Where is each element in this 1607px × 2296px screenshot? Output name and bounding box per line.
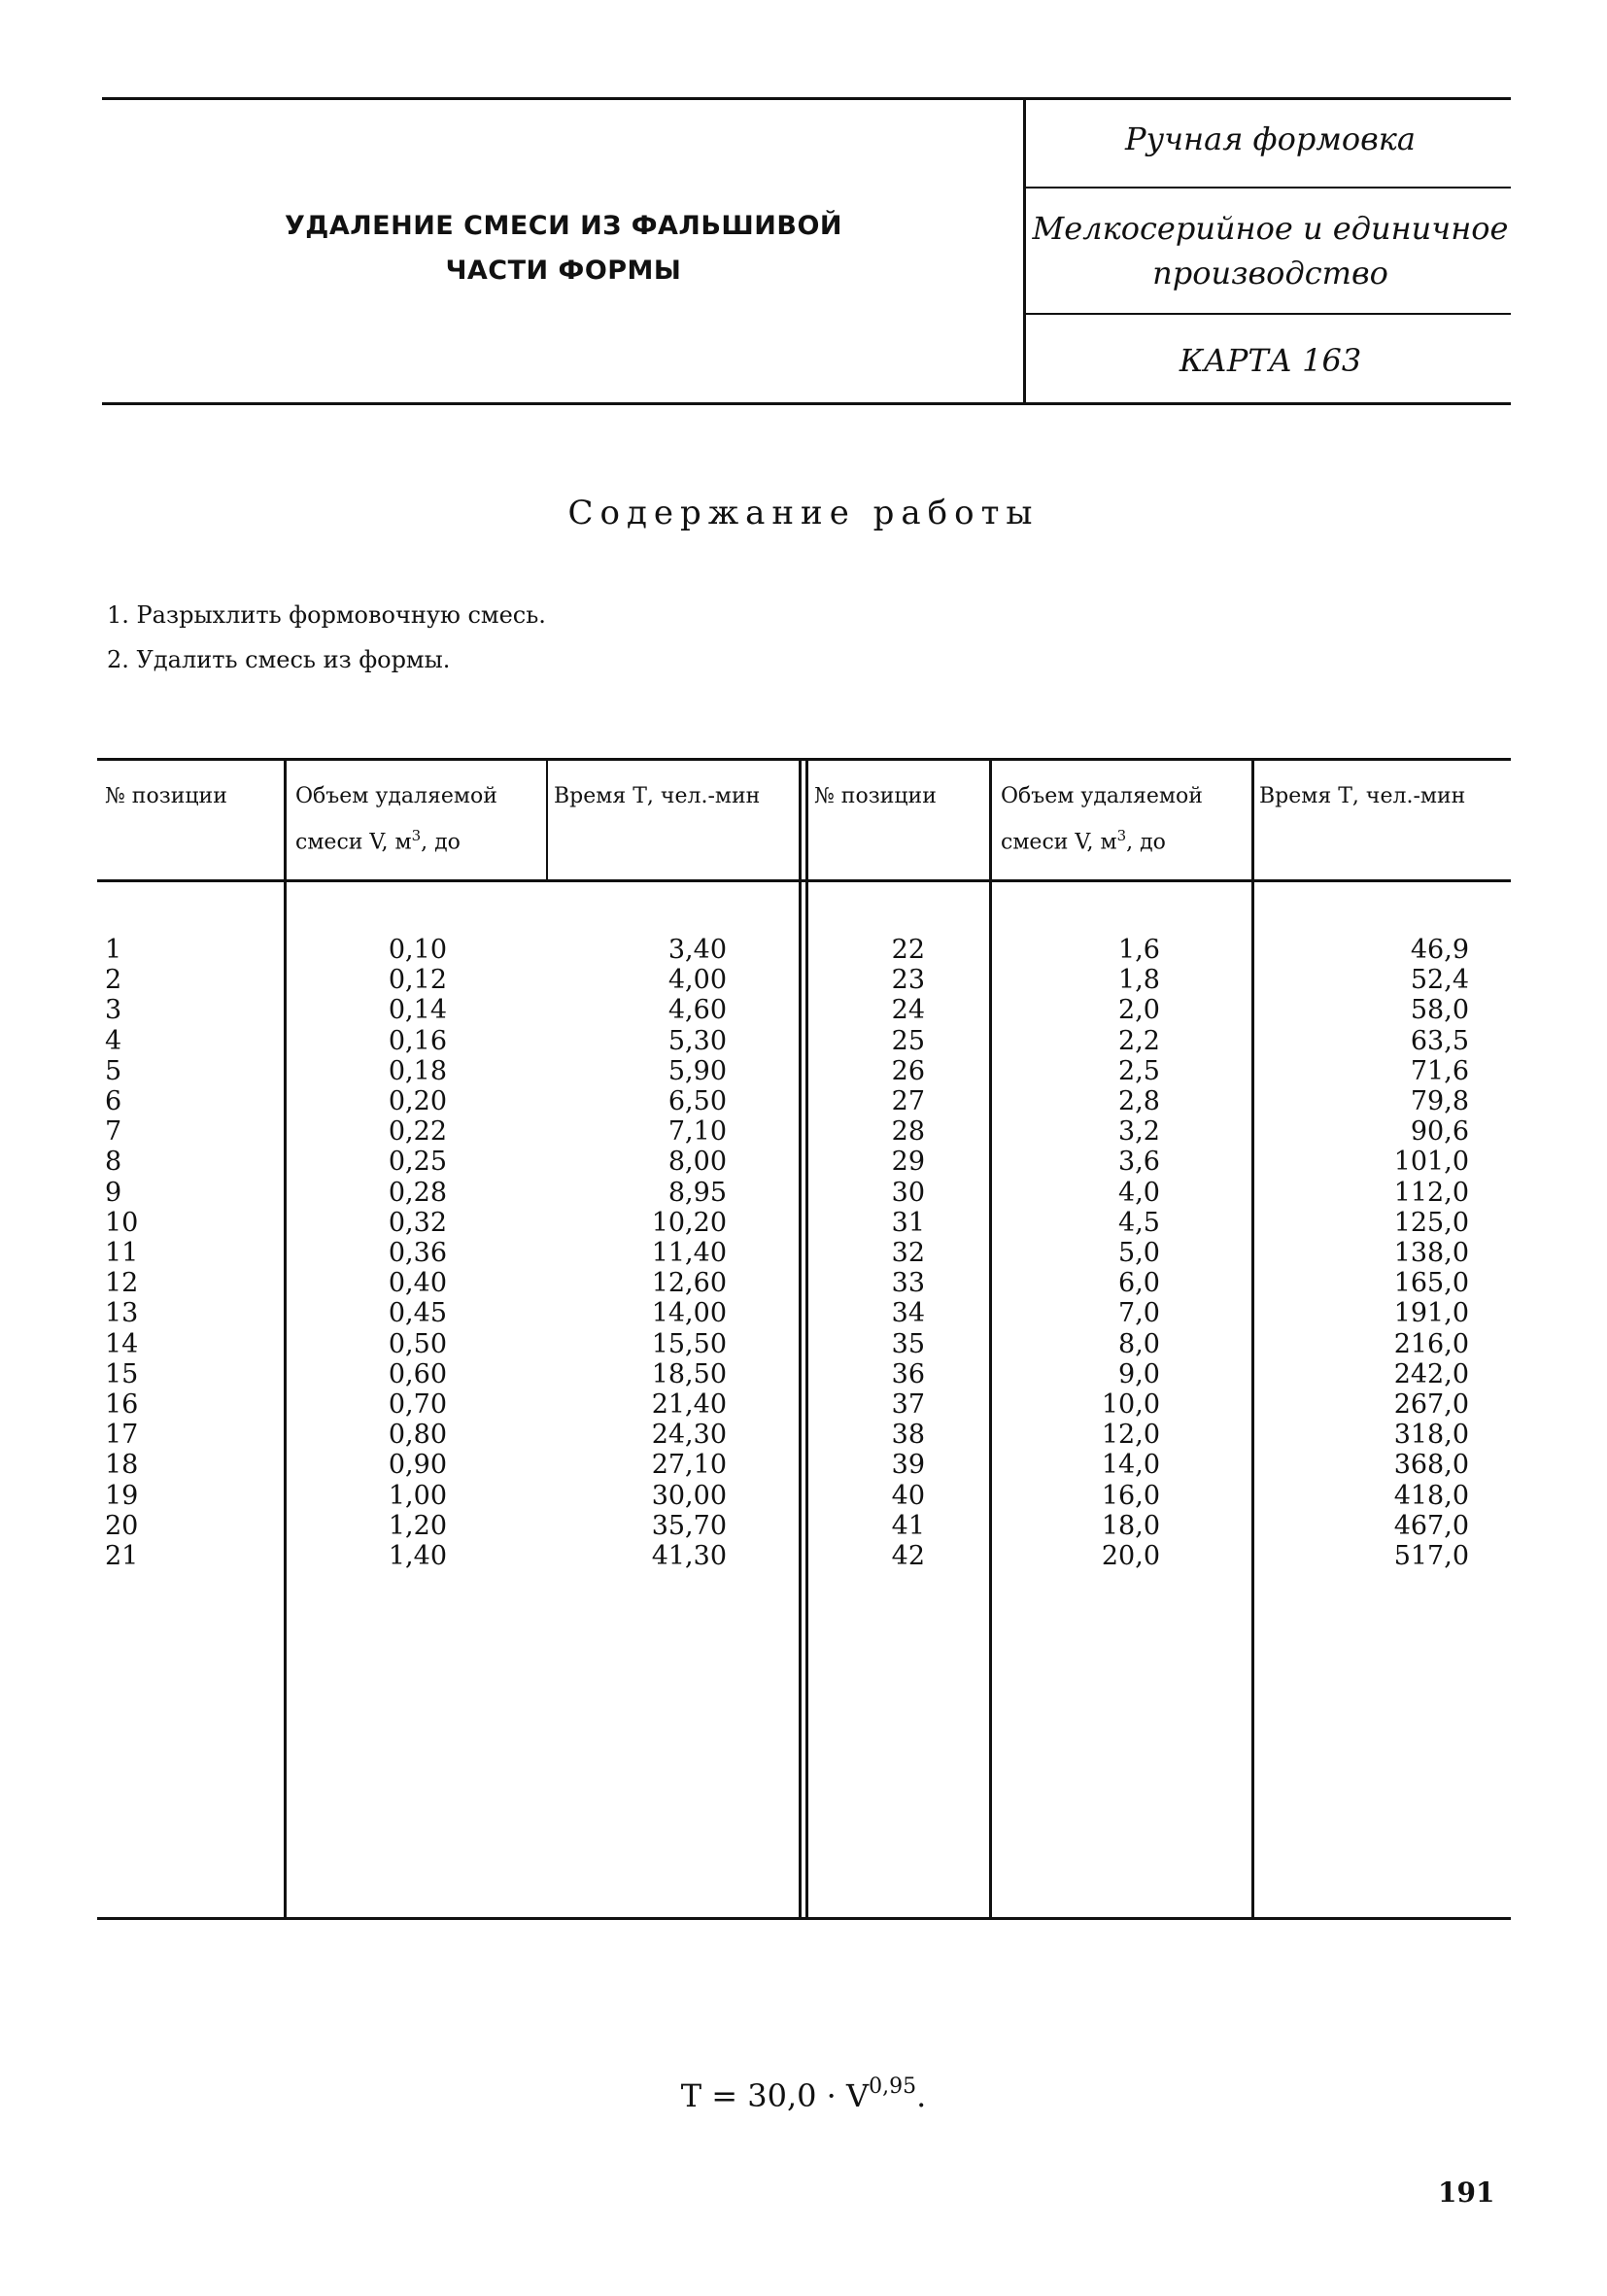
cell-position: 26 — [891, 1055, 925, 1086]
cell-time: 8,95 — [667, 1177, 727, 1208]
cell-position: 27 — [891, 1086, 925, 1116]
cell-volume: 2,2 — [1118, 1025, 1160, 1056]
cell-time: 11,40 — [651, 1238, 727, 1268]
table-column-rule — [1251, 758, 1254, 1920]
cell-volume: 0,22 — [388, 1116, 447, 1148]
cell-volume: 0,60 — [388, 1358, 447, 1389]
cell-position: 28 — [891, 1116, 925, 1148]
cell-time: 6,50 — [667, 1086, 727, 1116]
header-volume — [295, 777, 497, 862]
header-cell-rule — [1025, 313, 1511, 315]
cell-volume: 0,25 — [388, 1147, 447, 1178]
cell-volume: 0,10 — [388, 935, 447, 965]
formula-exponent: 0,95 — [869, 2074, 917, 2099]
cell-position: 21 — [105, 1541, 139, 1571]
header-position: № позиции — [814, 784, 937, 808]
cell-position: 22 — [891, 935, 925, 965]
cell-time: 30,00 — [651, 1480, 727, 1511]
cell-time: 467,0 — [1393, 1510, 1469, 1541]
cell-volume: 9,0 — [1118, 1358, 1160, 1389]
cell-position: 8 — [105, 1147, 122, 1178]
cell-time: 418,0 — [1393, 1480, 1469, 1511]
work-step: 2. Удалить смесь из формы. — [107, 646, 451, 673]
cell-time: 21,40 — [651, 1389, 727, 1420]
cell-volume: 4,0 — [1118, 1177, 1160, 1208]
header-time: Время Т, чел.-мин — [1259, 784, 1466, 808]
cell-position: 42 — [891, 1541, 925, 1571]
cell-time: 35,70 — [651, 1510, 727, 1541]
cell-time: 368,0 — [1393, 1450, 1469, 1481]
cell-time: 27,10 — [651, 1450, 727, 1481]
cell-volume: 4,5 — [1118, 1207, 1160, 1238]
cell-time: 5,90 — [667, 1055, 727, 1086]
header-bottom-rule — [102, 402, 1511, 405]
cell-position: 3 — [105, 995, 122, 1026]
cell-position: 5 — [105, 1055, 122, 1086]
cell-position: 40 — [891, 1480, 925, 1511]
cell-volume: 0,36 — [388, 1238, 447, 1268]
cell-position: 19 — [105, 1480, 139, 1511]
cell-position: 35 — [891, 1328, 925, 1359]
table-header-rule — [97, 879, 1511, 882]
cell-position: 13 — [105, 1298, 139, 1329]
cell-position: 2 — [105, 965, 122, 996]
cell-volume: 16,0 — [1101, 1480, 1160, 1511]
cell-position: 29 — [891, 1147, 925, 1178]
cell-volume: 12,0 — [1101, 1420, 1160, 1451]
cell-time: 3,40 — [667, 935, 727, 965]
cell-position: 24 — [891, 995, 925, 1026]
cell-time: 517,0 — [1393, 1541, 1469, 1571]
cell-volume: 0,50 — [388, 1328, 447, 1359]
production-type-line: Мелкосерийное и единичное — [1032, 210, 1509, 247]
cell-volume: 10,0 — [1101, 1389, 1160, 1420]
cell-time: 63,5 — [1410, 1025, 1469, 1056]
cell-position: 1 — [105, 935, 122, 965]
cell-volume: 18,0 — [1101, 1510, 1160, 1541]
cell-position: 9 — [105, 1177, 122, 1208]
cell-volume: 1,00 — [388, 1480, 447, 1511]
cell-volume: 0,20 — [388, 1086, 447, 1116]
cell-volume: 0,70 — [388, 1389, 447, 1420]
cell-volume: 20,0 — [1101, 1541, 1160, 1571]
cell-position: 25 — [891, 1025, 925, 1056]
cell-position: 36 — [891, 1358, 925, 1389]
cell-volume: 0,18 — [388, 1055, 447, 1086]
cell-position: 4 — [105, 1025, 122, 1056]
cell-position: 20 — [105, 1510, 139, 1541]
cell-volume: 2,8 — [1118, 1086, 1160, 1116]
cell-position: 16 — [105, 1389, 139, 1420]
cell-volume: 1,40 — [388, 1541, 447, 1571]
cell-position: 41 — [891, 1510, 925, 1541]
cell-position: 34 — [891, 1298, 925, 1329]
table-column-rule — [546, 758, 548, 882]
header-cell-rule — [1025, 187, 1511, 188]
cell-position: 30 — [891, 1177, 925, 1208]
card-header — [102, 97, 1511, 408]
cell-position: 31 — [891, 1207, 925, 1238]
table-bottom-rule — [97, 1917, 1511, 1920]
formula — [0, 2074, 1607, 2114]
header-volume-line: смеси V, $м^3$, до — [1001, 827, 1166, 855]
cell-volume: 0,45 — [388, 1298, 447, 1329]
production-type-line: производство — [1152, 255, 1388, 291]
cell-position: 38 — [891, 1420, 925, 1451]
cell-time: 58,0 — [1410, 995, 1469, 1026]
page-number: 191 — [1438, 2176, 1495, 2209]
cell-volume: 5,0 — [1118, 1238, 1160, 1268]
cell-position: 7 — [105, 1116, 122, 1148]
cell-time: 112,0 — [1393, 1177, 1469, 1208]
cell-volume: 0,28 — [388, 1177, 447, 1208]
header-volume-line: Объем удаляемой — [295, 784, 497, 808]
cell-time: 125,0 — [1393, 1207, 1469, 1238]
category-label: Ручная формовка — [1125, 120, 1416, 157]
cell-volume: 0,12 — [388, 965, 447, 996]
cell-position: 32 — [891, 1238, 925, 1268]
header-time: Время Т, чел.-мин — [554, 784, 761, 808]
cell-position: 11 — [105, 1238, 139, 1268]
cell-position: 23 — [891, 965, 925, 996]
cell-volume: 0,90 — [388, 1450, 447, 1481]
cell-volume: 6,0 — [1118, 1268, 1160, 1299]
header-position: № позиции — [105, 784, 227, 808]
section-title: Содержание работы — [567, 494, 1040, 532]
cell-volume: 1,6 — [1118, 935, 1160, 965]
cell-volume: 14,0 — [1101, 1450, 1160, 1481]
cell-volume: 0,16 — [388, 1025, 447, 1056]
cell-volume: 2,0 — [1118, 995, 1160, 1026]
cell-time: 191,0 — [1393, 1298, 1469, 1329]
cell-time: 79,8 — [1410, 1086, 1469, 1116]
cell-position: 6 — [105, 1086, 122, 1116]
cell-time: 10,20 — [651, 1207, 727, 1238]
formula-tail: . — [916, 2077, 927, 2114]
header-volume — [1001, 777, 1203, 862]
cell-time: 165,0 — [1393, 1268, 1469, 1299]
cell-volume: 3,2 — [1118, 1116, 1160, 1148]
cell-volume: 0,32 — [388, 1207, 447, 1238]
cell-volume: 7,0 — [1118, 1298, 1160, 1329]
cell-time: 18,50 — [651, 1358, 727, 1389]
cell-volume: 1,20 — [388, 1510, 447, 1541]
card-title-line: УДАЛЕНИЕ СМЕСИ ИЗ ФАЛЬШИВОЙ — [284, 211, 843, 241]
cell-time: 216,0 — [1393, 1328, 1469, 1359]
cell-time: 41,30 — [651, 1541, 727, 1571]
cell-time: 12,60 — [651, 1268, 727, 1299]
cell-time: 8,00 — [667, 1147, 727, 1178]
cell-time: 5,30 — [667, 1025, 727, 1056]
cell-time: 101,0 — [1393, 1147, 1469, 1178]
cell-position: 12 — [105, 1268, 139, 1299]
cell-volume: 2,5 — [1118, 1055, 1160, 1086]
norm-table — [97, 758, 1511, 1924]
cell-position: 17 — [105, 1420, 139, 1451]
cell-time: 7,10 — [667, 1116, 727, 1148]
cell-position: 33 — [891, 1268, 925, 1299]
card-title — [102, 204, 1025, 293]
cell-time: 15,50 — [651, 1328, 727, 1359]
header-top-rule — [102, 97, 1511, 100]
production-type — [1030, 206, 1511, 295]
cell-time: 71,6 — [1410, 1055, 1469, 1086]
cell-time: 90,6 — [1410, 1116, 1469, 1148]
cell-volume: 1,8 — [1118, 965, 1160, 996]
cell-time: 4,00 — [667, 965, 727, 996]
card-number: КАРТА 163 — [1179, 342, 1362, 379]
header-volume-line: смеси V, $м^3$, до — [295, 827, 461, 855]
cell-position: 14 — [105, 1328, 139, 1359]
cell-time: 52,4 — [1410, 965, 1469, 996]
cell-volume: 8,0 — [1118, 1328, 1160, 1359]
cell-volume: 0,14 — [388, 995, 447, 1026]
header-volume-line: Объем удаляемой — [1001, 784, 1203, 808]
cell-time: 318,0 — [1393, 1420, 1469, 1451]
cell-time: 4,60 — [667, 995, 727, 1026]
cell-time: 138,0 — [1393, 1238, 1469, 1268]
cell-time: 24,30 — [651, 1420, 727, 1451]
cell-position: 10 — [105, 1207, 139, 1238]
cell-volume: 3,6 — [1118, 1147, 1160, 1178]
cell-position: 37 — [891, 1389, 925, 1420]
cell-time: 267,0 — [1393, 1389, 1469, 1420]
cell-time: 242,0 — [1393, 1358, 1469, 1389]
table-top-rule — [97, 758, 1511, 761]
work-step: 1. Разрыхлить формовочную смесь. — [107, 601, 546, 629]
formula-base: T = 30,0 · V — [680, 2077, 870, 2114]
work-steps — [107, 593, 546, 682]
cell-position: 18 — [105, 1450, 139, 1481]
cell-time: 46,9 — [1410, 935, 1469, 965]
cell-volume: 0,80 — [388, 1420, 447, 1451]
cell-time: 14,00 — [651, 1298, 727, 1329]
cell-position: 15 — [105, 1358, 139, 1389]
cell-volume: 0,40 — [388, 1268, 447, 1299]
cell-position: 39 — [891, 1450, 925, 1481]
card-title-line: ЧАСТИ ФОРМЫ — [445, 256, 682, 286]
